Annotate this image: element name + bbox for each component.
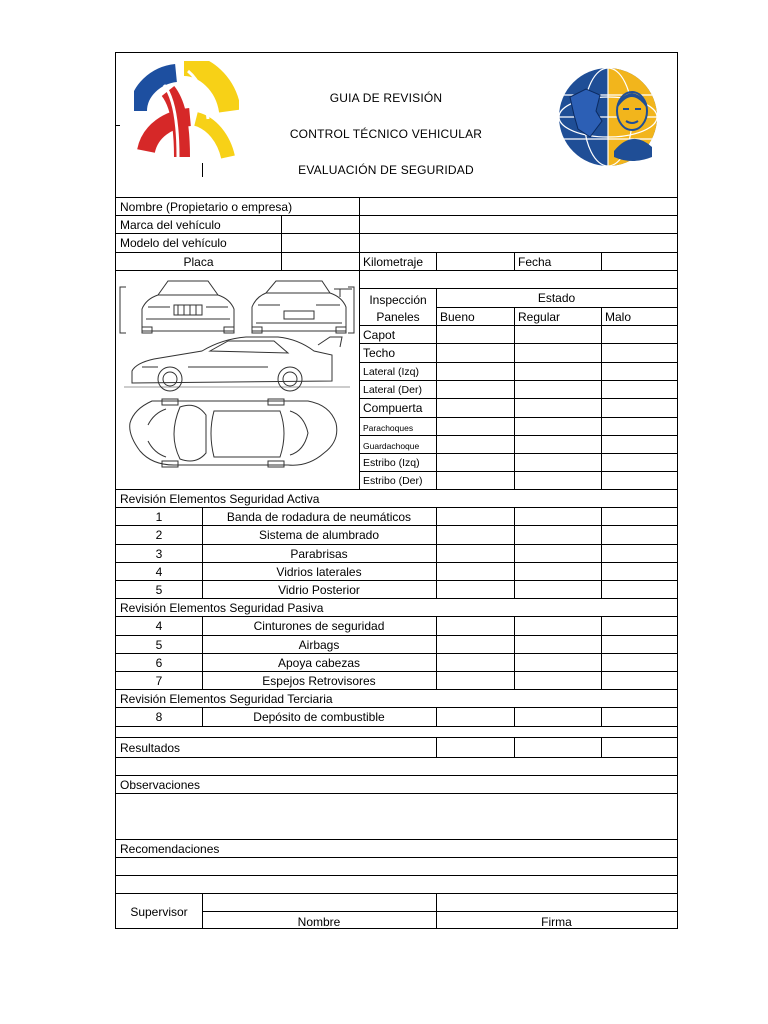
vehicle-make-label: Marca del vehículo [120, 218, 221, 232]
car-diagram [118, 275, 356, 487]
pasiva-row-label: Apoya cabezas [277, 656, 361, 670]
panel-estribo-izq: Estribo (Izq) [363, 457, 420, 469]
panel-capot: Capot [363, 328, 396, 342]
left-logo [134, 61, 239, 161]
header-section-title: EVALUACIÓN DE SEGURIDAD [298, 163, 474, 177]
date-label: Fecha [518, 255, 552, 269]
activa-row-num: 5 [155, 583, 163, 597]
header-subtitle: CONTROL TÉCNICO VEHICULAR [289, 127, 483, 141]
pasiva-row-label: Espejos Retrovisores [262, 674, 376, 688]
activa-row-label: Banda de rodadura de neumáticos [226, 510, 412, 524]
pasiva-row-num: 5 [155, 638, 163, 652]
col-regular: Regular [518, 310, 561, 324]
resultados-label: Resultados [120, 741, 181, 755]
recomendaciones-label: Recomendaciones [120, 842, 220, 856]
observaciones-label: Observaciones [120, 778, 201, 792]
activa-row-label: Vidrios laterales [276, 565, 362, 579]
mileage-label: Kilometraje [363, 255, 424, 269]
header-title: GUIA DE REVISIÓN [329, 91, 443, 105]
terciaria-row-label: Depósito de combustible [253, 710, 385, 724]
pasiva-row-label: Cinturones de seguridad [253, 619, 385, 633]
date-field[interactable] [602, 253, 676, 269]
recomendaciones-field[interactable] [117, 858, 676, 892]
activa-row-num: 4 [155, 565, 163, 579]
supervisor-signature-label: Firma [541, 915, 572, 929]
observaciones-field[interactable] [117, 794, 676, 838]
supervisor-signature-field[interactable] [437, 894, 676, 910]
col-malo: Malo [605, 310, 632, 324]
vehicle-model-label: Modelo del vehículo [120, 236, 227, 250]
owner-name-field[interactable] [360, 198, 676, 214]
plate-field[interactable] [282, 253, 358, 269]
pasiva-section-title: Revisión Elementos Seguridad Pasiva [120, 601, 324, 615]
activa-section-title: Revisión Elementos Seguridad Activa [120, 492, 320, 506]
vehicle-model-field[interactable] [282, 234, 676, 251]
owner-name-label: Nombre (Propietario o empresa) [120, 200, 293, 214]
activa-row-label: Sistema de alumbrado [258, 528, 380, 542]
panel-parachoques: Parachoques [363, 423, 414, 433]
activa-row-num: 2 [155, 528, 163, 542]
pasiva-row-num: 7 [155, 674, 163, 688]
activa-row-num: 3 [155, 547, 163, 561]
panels-label: Paneles [376, 310, 420, 324]
panel-techo: Techo [363, 346, 396, 360]
inspection-form [115, 52, 678, 929]
panel-lateral-der: Lateral (Der) [363, 384, 422, 396]
inspection-label: Inspección [369, 293, 427, 307]
pasiva-row-num: 6 [155, 656, 163, 670]
plate-label: Placa [183, 255, 214, 269]
pasiva-row-label: Airbags [298, 638, 340, 652]
mileage-field[interactable] [437, 253, 513, 269]
activa-row-label: Parabrisas [290, 547, 348, 561]
supervisor-label: Supervisor [130, 905, 188, 919]
pasiva-row-num: 4 [155, 619, 163, 633]
vehicle-make-field[interactable] [282, 216, 676, 232]
terciaria-section-title: Revisión Elementos Seguridad Terciaria [120, 692, 333, 706]
right-seal-logo [556, 67, 662, 169]
supervisor-name-field[interactable] [203, 894, 435, 910]
panel-estribo-der: Estribo (Der) [363, 475, 423, 487]
panel-compuerta: Compuerta [363, 401, 423, 415]
estado-label: Estado [537, 291, 576, 305]
supervisor-name-label: Nombre [297, 915, 341, 929]
panel-guardachoque: Guardachoque [363, 441, 420, 451]
activa-row-num: 1 [155, 510, 163, 524]
col-bueno: Bueno [440, 310, 475, 324]
terciaria-row-num: 8 [155, 710, 163, 724]
activa-row-label: Vidrio Posterior [278, 583, 360, 597]
panel-lateral-izq: Lateral (Izq) [363, 366, 420, 378]
